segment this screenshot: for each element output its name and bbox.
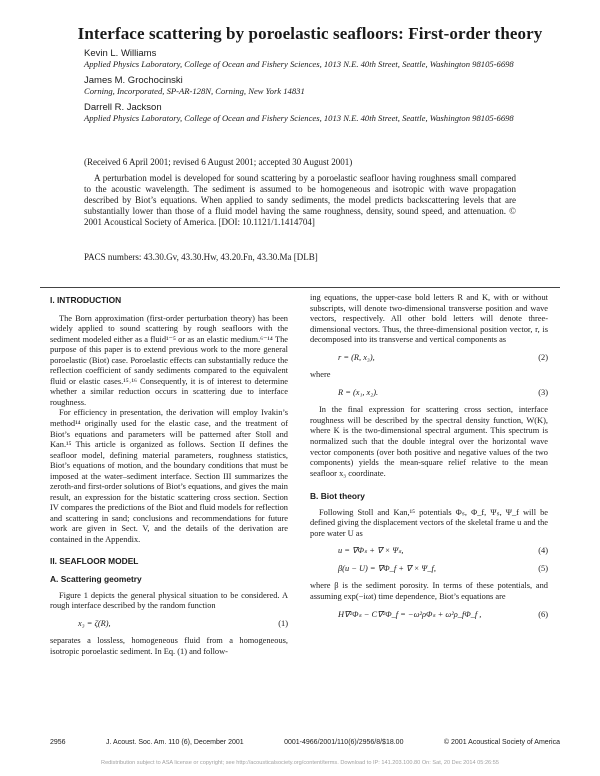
- equation-number: (5): [538, 563, 548, 573]
- author-affiliation: Applied Physics Laboratory, College of Ocean and Fishery Sciences, 1013 N.E. 40th Street, Seattle, Washington 98105-6698: [84, 59, 514, 69]
- author-name: James M. Grochocinski: [84, 75, 183, 86]
- equation-number: (2): [538, 352, 548, 362]
- equation-text: H∇²Φₛ − C∇²Φ_f = −ω²ρΦₛ + ω²ρ_fΦ_f ,: [338, 609, 482, 619]
- equation-text: β(u − U) = ∇Φ_f + ∇ × Ψ_f,: [338, 563, 436, 573]
- equation-number: (4): [538, 546, 548, 556]
- author-affiliation: Applied Physics Laboratory, College of Ocean and Fishery Sciences, 1013 N.E. 40th Street, Seattle, Washington 98105-6698: [84, 113, 514, 123]
- paragraph: For efficiency in presentation, the derivation will employ Ivakin’s method¹⁴ originally used for the elastic case, and the treatment of Biot’s equations and parameters will be patterned after Stoll and Kan.¹⁵ This article is organized as follows. Section II defines the seafloor model, defining material parameters, roughness statistics, Biot’s equations of motion, and the boundary conditions that must be imposed at the water–sediment interface. Section III summarizes the zeroth-and first-order solutions of Biot’s equations, and gives the main result, an expression for the bistatic scattering cross section. Section IV compares the predictions of the Biot and fluid models for reflection and scattering in sand; conclusions and recommendations for future work are given in Sect. V, and the details of the derivation are contained in the Appendix.: [50, 408, 288, 545]
- equation-3: [310, 388, 548, 399]
- article-title: Interface scattering by poroelastic seafloors: First-order theory: [77, 24, 543, 43]
- equation-1: [50, 619, 288, 630]
- header-divider: [40, 287, 560, 288]
- equation-number: (1): [278, 618, 288, 628]
- equation-text: r = (R, x₃),: [338, 352, 375, 362]
- redistribution-notice: Redistribution subject to ASA license or copyright; see http://acousticalsociety.org/content/terms. Download to IP: 141.203.100.80 On: Sat, 20 Dec 2014 05:26:55: [101, 760, 499, 766]
- equation-text: R = (x₁, x₂).: [338, 387, 379, 397]
- author-list: [84, 48, 524, 129]
- paragraph: separates a lossless, homogeneous fluid from a homogeneous, isotropic poroelastic sediment. In Eq. (1) and follow-: [50, 636, 288, 656]
- equation-4: [310, 546, 548, 557]
- author-block: [84, 75, 524, 97]
- subsection-heading-biot-theory: B. Biot theory: [310, 491, 365, 502]
- author-name: Kevin L. Williams: [84, 48, 157, 59]
- equation-text: u = ∇Φₛ + ∇ × Ψₛ,: [338, 546, 404, 556]
- author-block: [84, 48, 524, 70]
- author-name: Darrell R. Jackson: [84, 102, 162, 113]
- paragraph: In the final expression for scattering cross section, interface roughness will be described by the spectral density function, W(K), where K is the two-dimensional spectral argument. This spectrum is normalized such that the double integral over the horizontal wave vector components (over both positive and negative values of the two components) yields the mean-square relief relative to the mean seafloor x₃ coordinate.: [310, 405, 548, 478]
- journal-citation: J. Acoust. Soc. Am. 110 (6), December 2001: [106, 739, 244, 746]
- equation-2: [310, 353, 548, 364]
- section-heading-introduction: I. INTRODUCTION: [50, 295, 122, 305]
- paragraph: Following Stoll and Kan,¹⁵ potentials Φₛ, Φ_f, Ψₛ, Ψ_f will be defined giving the displacement vectors of the skeletal frame u and the pore water U as: [310, 507, 548, 538]
- equation-text: x₃ = ζ(R),: [78, 618, 111, 628]
- paragraph: The Born approximation (first-order perturbation theory) has been widely applied to sound scattering by rough seafloors with the sediment modeled either as a fluid¹⁻⁵ or as an elastic medium.⁶⁻¹⁴ The purpose of this paper is to extend previous work to the more general poroelastic (Biot) case. Poroelastic effects can substantially reduce the reflection coefficient of sandy sediments compared to the equivalent fluid or elastic cases.¹⁵˒¹⁶ Consequently, it is of interest to determine whether a similar reduction occurs in scattering due to interface roughness.: [50, 313, 288, 407]
- page-footer: [50, 739, 560, 746]
- received-dates: (Received 6 April 2001; revised 6 August 2001; accepted 30 August 2001): [84, 157, 353, 167]
- abstract: A perturbation model is developed for sound scattering by a poroelastic seafloor having roughness small compared to the acoustic wavelength. The sediment is assumed to be homogeneous and isotropic with wave propagation described by Biot’s equations. When applied to sandy sediments, the model predicts backscattering levels that are substantially lower than those of a fluid model having the same roughness, density, sound speed, and attenuation. © 2001 Acoustical Society of America. [DOI: 10.1121/1.1414704]: [84, 173, 516, 227]
- subsection-heading-scattering-geometry: A. Scattering geometry: [50, 574, 142, 585]
- copyright-notice: © 2001 Acoustical Society of America: [443, 739, 560, 746]
- right-column: [310, 293, 548, 627]
- paragraph: where β is the sediment porosity. In terms of these potentials, and assuming exp(−iωt) time dependence, Biot’s equations are: [310, 581, 548, 602]
- issn-code: 0001-4966/2001/110(6)/2956/8/$18.00: [284, 739, 404, 746]
- equation-number: (6): [538, 609, 548, 619]
- equation-5: [310, 564, 548, 575]
- pacs-numbers: PACS numbers: 43.30.Gv, 43.30.Hw, 43.20.Fn, 43.30.Ma [DLB]: [84, 252, 318, 262]
- author-affiliation: Corning, Incorporated, SP-AR-128N, Corning, New York 14831: [84, 86, 305, 96]
- left-column: [50, 293, 288, 657]
- page-number: 2956: [50, 739, 66, 746]
- paragraph: ing equations, the upper-case bold letters R and K, with or without subscripts, will denote two-dimensional transverse position and wave vectors, respectively. All other bold letters will denote three-dimensional vectors. Thus, the three-dimensional position vector, r, is decomposed into its transverse and vertical components as: [310, 293, 548, 345]
- author-block: [84, 102, 524, 124]
- section-heading-seafloor-model: II. SEAFLOOR MODEL: [50, 555, 139, 566]
- paragraph: Figure 1 depicts the general physical situation to be considered. A rough interface described by the random function: [50, 590, 288, 611]
- paragraph: where: [310, 370, 331, 380]
- equation-number: (3): [538, 387, 548, 397]
- equation-6: [310, 610, 548, 621]
